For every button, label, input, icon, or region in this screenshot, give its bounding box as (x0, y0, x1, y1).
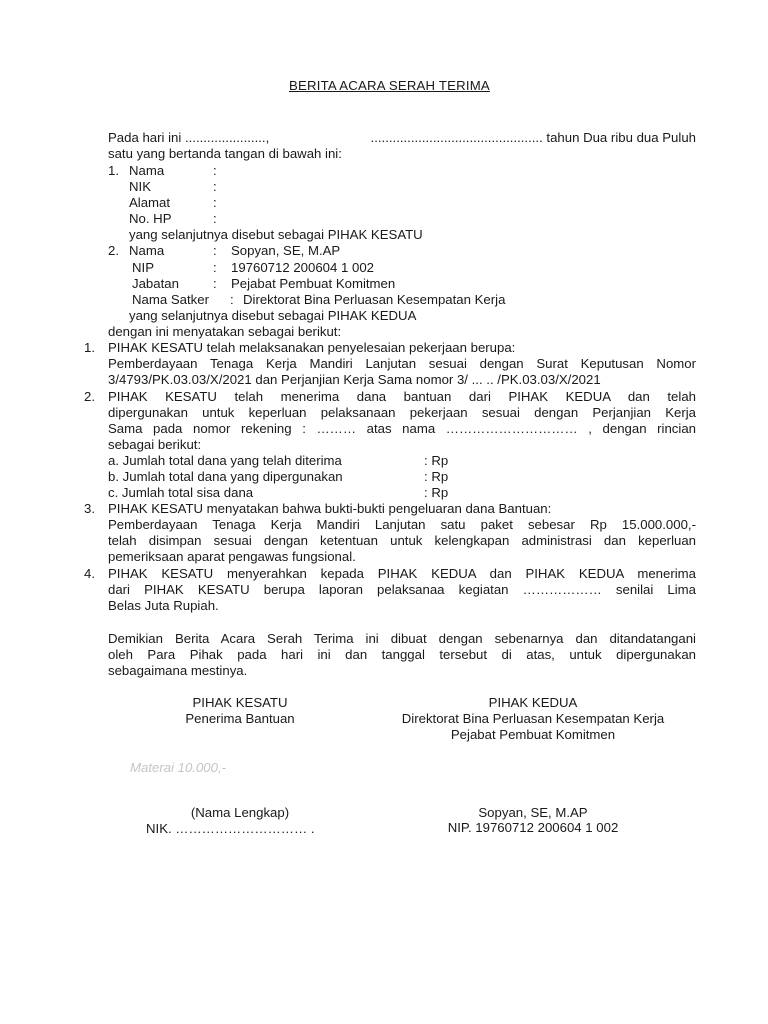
party1-label: Nama (129, 163, 165, 178)
party2-value: 19760712 200604 1 002 (231, 260, 375, 275)
fund-item-value: : Rp (424, 469, 449, 484)
signature-right-position: Pejabat Pembuat Komitmen (450, 727, 616, 742)
party2-number: 2. (108, 243, 119, 258)
fund-item-value: : Rp (424, 485, 449, 500)
signature-left-role: Penerima Bantuan (185, 711, 295, 726)
intro-line-2: satu yang bertanda tangan di bawah ini: (108, 146, 342, 161)
point-line: PIHAK KESATU telah menerima dana bantuan dari PIHAK KEDUA dan telah (108, 389, 696, 404)
party1-number: 1. (108, 163, 119, 178)
point-line: Pemberdayaan Tenaga Kerja Mandiri Lanjutan satu paket sebesar Rp 15.000.000,- (108, 517, 696, 532)
point-line: Pemberdayaan Tenaga Kerja Mandiri Lanjutan sesuai dengan Surat Keputusan Nomor (108, 356, 696, 371)
point-line: pemeriksaan aparat pengawas fungsional. (108, 549, 356, 564)
signature-right-role: Direktorat Bina Perluasan Kesempatan Kerja (401, 711, 665, 726)
party2-value: Sopyan, SE, M.AP (231, 243, 341, 258)
materai-stamp-placeholder: Materai 10.000,- (130, 760, 227, 775)
party2-label: Jabatan (132, 276, 179, 291)
fund-item-label: a. Jumlah total dana yang telah diterima (108, 453, 342, 468)
point-line: dipergunakan untuk keperluan pelaksanaan pekerjaan sesuai dengan Perjanjian Kerja (108, 405, 696, 420)
party1-sep: : (213, 179, 217, 194)
party2-closing: yang selanjutnya disebut sebagai PIHAK KEDUA (129, 308, 417, 323)
point-number: 4. (84, 566, 95, 581)
party1-label: Alamat (129, 195, 171, 210)
signature-right-id: NIP. 19760712 200604 1 002 (447, 820, 619, 835)
point-line: Sama pada nomor rekening : ……… atas nama ………………………… , dengan rincian (108, 421, 696, 436)
party2-label: Nama (129, 243, 165, 258)
closing-line: oleh Para Pihak pada hari ini dan tanggal tersebut di atas, untuk dipergunakan (108, 647, 696, 662)
party1-label: No. HP (129, 211, 172, 226)
point-number: 2. (84, 389, 95, 404)
point-line: PIHAK KESATU menyatakan bahwa bukti-bukti pengeluaran dana Bantuan: (108, 501, 552, 516)
declaration: dengan ini menyatakan sebagai berikut: (108, 324, 342, 339)
intro-line-1-start: Pada hari ini ......................, (108, 130, 270, 145)
signature-left-id: NIK. ………………………… . (146, 821, 315, 836)
signature-right-title: PIHAK KEDUA (488, 695, 578, 710)
fund-item-label: b. Jumlah total dana yang dipergunakan (108, 469, 343, 484)
party2-sep: : (213, 243, 217, 258)
point-line: 3/4793/PK.03.03/X/2021 dan Perjanjian Kerja Sama nomor 3/ ... .. /PK.03.03/X/2021 (108, 372, 601, 387)
party2-value: Pejabat Pembuat Komitmen (231, 276, 396, 291)
party1-closing: yang selanjutnya disebut sebagai PIHAK KESATU (129, 227, 423, 242)
signature-right-name: Sopyan, SE, M.AP (478, 805, 588, 820)
fund-item-value: : Rp (424, 453, 449, 468)
party2-value: Direktorat Bina Perluasan Kesempatan Kerja (243, 292, 506, 307)
closing-line: Demikian Berita Acara Serah Terima ini dibuat dengan sebenarnya dan ditandatangani (108, 631, 696, 646)
party1-sep: : (213, 211, 217, 226)
point-line: telah disimpan sesuai dengan ketentuan untuk kelengkapan administrasi dan keperluan (108, 533, 696, 548)
intro-line-1-end: ............................................... tahun Dua ribu dua Puluh (370, 130, 696, 145)
point-number: 1. (84, 340, 95, 355)
party1-label: NIK (129, 179, 151, 194)
party2-label: Nama Satker (132, 292, 209, 307)
signature-left-name: (Nama Lengkap) (190, 805, 290, 820)
point-number: 3. (84, 501, 95, 516)
party1-sep: : (213, 163, 217, 178)
party2-sep: : (230, 292, 234, 307)
point-line: dari PIHAK KESATU berupa laporan pelaksanaa kegiatan ……………… senilai Lima (108, 582, 696, 597)
party2-sep: : (213, 260, 217, 275)
party2-label: NIP (132, 260, 154, 275)
point-line: PIHAK KESATU telah melaksanakan penyelesaian pekerjaan berupa: (108, 340, 516, 355)
fund-item-label: c. Jumlah total sisa dana (108, 485, 254, 500)
signature-left-title: PIHAK KESATU (192, 695, 288, 710)
party2-sep: : (213, 276, 217, 291)
party1-sep: : (213, 195, 217, 210)
point-line: Belas Juta Rupiah. (108, 598, 219, 613)
document-title: BERITA ACARA SERAH TERIMA (289, 78, 490, 93)
closing-line: sebagaimana mestinya. (108, 663, 248, 678)
point-line: sebagai berikut: (108, 437, 202, 452)
point-line: PIHAK KESATU menyerahkan kepada PIHAK KEDUA dan PIHAK KEDUA menerima (108, 566, 696, 581)
